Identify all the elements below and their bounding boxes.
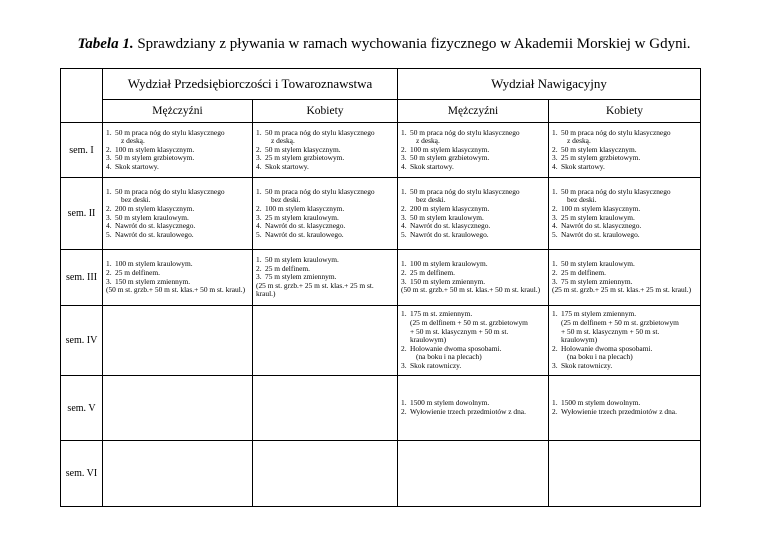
item-text: 175 m stylem zmiennym. [561, 309, 637, 319]
item-text: 50 m praca nóg do stylu klasycznego [410, 186, 520, 196]
item-note: (50 m st. grzb.+ 50 m st. klas.+ 50 m st. kraul.) [401, 285, 541, 295]
item-text: 50 m praca nóg do stylu klasycznego [115, 127, 225, 137]
table-row [61, 123, 701, 178]
item-number: 2. [401, 407, 407, 416]
test-item [552, 345, 697, 362]
test-cell [253, 376, 398, 441]
test-item [401, 231, 545, 240]
test-item [401, 345, 545, 362]
test-cell [103, 250, 253, 306]
item-number: 3. [552, 276, 558, 286]
item-continuation: z deską. [416, 136, 440, 146]
item-continuation: z deską. [121, 136, 145, 146]
test-cell [398, 178, 549, 250]
item-number: 1. [401, 259, 407, 269]
item-text: 50 m stylem klasycznym. [561, 144, 637, 154]
item-number: 4. [106, 161, 112, 171]
item-text: 50 m stylem kraulowym. [561, 259, 635, 269]
item-text: 25 m stylem kraulowym. [561, 212, 635, 222]
semester-label: sem. VI [61, 441, 103, 507]
item-number: 1. [401, 186, 407, 196]
test-item [401, 310, 545, 344]
test-cell [549, 441, 701, 507]
test-cell [103, 441, 253, 507]
item-number: 4. [256, 161, 262, 171]
item-number: 1. [552, 127, 558, 137]
test-cell [253, 250, 398, 306]
test-cell [253, 123, 398, 178]
item-number: 3. [552, 153, 558, 163]
item-text: 50 m praca nóg do stylu klasycznego [561, 127, 671, 137]
semester-label: sem. II [61, 178, 103, 250]
test-cell [398, 123, 549, 178]
test-item [552, 188, 697, 205]
test-cell [549, 306, 701, 376]
item-number: 4. [256, 221, 262, 231]
item-continuation: bez deski. [567, 195, 597, 205]
faculty-header: Wydział Przedsiębiorczości i Towaroznawstwa [103, 69, 398, 100]
item-text: Nawrót do st. kraulowego. [265, 229, 344, 239]
item-text: 25 m stylem kraulowym. [265, 212, 339, 222]
test-cell [398, 441, 549, 507]
gender-header: Mężczyźni [398, 100, 549, 123]
item-number: 3. [401, 276, 407, 286]
semester-label: sem. I [61, 123, 103, 178]
item-text: Skok startowy. [265, 161, 309, 171]
item-detail-line: + 50 m st. klasycznym + 50 m st. kraulowym) [410, 326, 509, 345]
item-text: 150 m stylem zmiennym. [115, 276, 191, 286]
item-number: 1. [552, 259, 558, 269]
item-number: 5. [256, 229, 262, 239]
item-number: 4. [552, 221, 558, 231]
corner-cell [61, 69, 103, 123]
item-number: 3. [106, 212, 112, 222]
test-item [552, 163, 697, 172]
item-continuation: z deską. [567, 136, 591, 146]
item-number: 4. [552, 161, 558, 171]
item-detail-line: + 50 m st. klasycznym + 50 m st. kraulowym) [561, 326, 660, 345]
gender-header: Mężczyźni [103, 100, 253, 123]
item-text: 175 m st. zmiennym. [410, 309, 473, 319]
test-item [256, 129, 394, 146]
item-number: 5. [552, 229, 558, 239]
test-item [256, 188, 394, 205]
test-item [256, 231, 394, 240]
test-item [256, 163, 394, 172]
item-text: 25 m stylem grzbietowym. [561, 153, 641, 163]
item-note: (50 m st. grzb.+ 50 m st. klas.+ 50 m st. kraul.) [106, 285, 246, 295]
item-text: 100 m stylem klasycznym. [561, 203, 641, 213]
item-text: Nawrót do st. klasycznego. [561, 221, 642, 231]
test-item [552, 362, 697, 371]
item-number: 3. [401, 360, 407, 370]
item-detail-line: (25 m delfinem + 50 m st. grzbietowym [561, 318, 679, 328]
item-number: 1. [256, 127, 262, 137]
test-item [401, 188, 545, 205]
item-number: 1. [106, 186, 112, 196]
item-text: Skok startowy. [561, 161, 605, 171]
item-note: (25 m st. grzb.+ 25 m st. klas.+ 25 m st. kraul.) [552, 285, 692, 295]
item-number: 2. [401, 203, 407, 213]
item-number: 2. [256, 263, 262, 273]
test-cell [549, 250, 701, 306]
table-row [61, 376, 701, 441]
item-number: 3. [256, 153, 262, 163]
table-number: Tabela 1. [77, 36, 134, 52]
item-text: 100 m stylem klasycznym. [410, 144, 490, 154]
item-text: 50 m praca nóg do stylu klasycznego [561, 186, 671, 196]
item-number: 1. [552, 398, 558, 408]
item-number: 2. [256, 203, 262, 213]
item-number: 2. [552, 203, 558, 213]
gender-header: Kobiety [549, 100, 701, 123]
item-text: 25 m delfinem. [561, 267, 606, 277]
test-item [401, 129, 545, 146]
item-number: 2. [401, 267, 407, 277]
item-number: 1. [552, 186, 558, 196]
item-text: 200 m stylem klasycznym. [410, 203, 490, 213]
test-cell [549, 123, 701, 178]
item-number: 1. [401, 127, 407, 137]
item-number: 2. [401, 144, 407, 154]
test-item [552, 408, 697, 417]
item-number: 3. [256, 272, 262, 282]
item-number: 4. [401, 161, 407, 171]
item-text: 50 m stylem kraulowym. [410, 212, 484, 222]
item-text: Wyłowienie trzech przedmiotów z dna. [561, 407, 677, 416]
item-number: 2. [106, 267, 112, 277]
test-item [401, 362, 545, 371]
item-text: Nawrót do st. kraulowego. [410, 229, 489, 239]
item-number: 3. [106, 153, 112, 163]
table-caption [0, 36, 768, 53]
test-item [106, 129, 249, 146]
item-text: 25 m delfinem. [410, 267, 455, 277]
test-item [401, 163, 545, 172]
item-text: 50 m stylem klasycznym. [265, 144, 341, 154]
item-text: Skok ratowniczy. [410, 360, 462, 370]
table-title: Sprawdziany z pływania w ramach wychowania fizycznego w Akademii Morskiej w Gdyni. [137, 36, 691, 52]
item-text: 25 m stylem grzbietowym. [265, 153, 345, 163]
test-item [552, 310, 697, 344]
item-text: 100 m stylem kraulowym. [115, 259, 193, 269]
faculty-header: Wydział Nawigacyjny [398, 69, 701, 100]
test-cell [549, 376, 701, 441]
item-number: 2. [552, 267, 558, 277]
item-text: 75 m stylem zmiennym. [265, 272, 337, 282]
gender-header: Kobiety [253, 100, 398, 123]
item-continuation: bez deski. [271, 195, 301, 205]
item-number: 2. [401, 343, 407, 353]
table-row [61, 250, 701, 306]
item-text: 200 m stylem klasycznym. [115, 203, 195, 213]
item-number: 3. [552, 360, 558, 370]
item-number: 3. [106, 276, 112, 286]
item-text: 50 m praca nóg do stylu klasycznego [265, 127, 375, 137]
item-number: 1. [552, 309, 558, 319]
item-number: 1. [401, 398, 407, 408]
item-number: 1. [106, 259, 112, 269]
item-continuation: z deską. [271, 136, 295, 146]
item-text: Holowanie dwoma sposobami. [410, 343, 502, 353]
item-text: Skok startowy. [410, 161, 454, 171]
item-text: 100 m stylem kraulowym. [410, 259, 488, 269]
test-cell [398, 306, 549, 376]
item-number: 3. [256, 212, 262, 222]
item-text: 50 m stylem grzbietowym. [115, 153, 195, 163]
test-cell [103, 123, 253, 178]
test-item [401, 408, 545, 417]
item-text: 50 m praca nóg do stylu klasycznego [265, 186, 375, 196]
item-text: 100 m stylem klasycznym. [265, 203, 345, 213]
semester-label: sem. IV [61, 306, 103, 376]
item-text: Wyłowienie trzech przedmiotów z dna. [410, 407, 526, 416]
item-text: 100 m stylem klasycznym. [115, 144, 195, 154]
table-row [61, 441, 701, 507]
item-continuation: bez deski. [121, 195, 151, 205]
table-row [61, 306, 701, 376]
test-item [106, 231, 249, 240]
test-item [106, 163, 249, 172]
item-number: 2. [106, 203, 112, 213]
item-number: 2. [106, 144, 112, 154]
item-text: 50 m stylem grzbietowym. [410, 153, 490, 163]
test-cell [398, 376, 549, 441]
item-number: 1. [256, 255, 262, 265]
item-text: Skok ratowniczy. [561, 360, 613, 370]
test-cell [103, 376, 253, 441]
item-text: 1500 m stylem dowolnym. [410, 398, 490, 408]
item-text: Nawrót do st. klasycznego. [115, 221, 196, 231]
item-number: 2. [256, 144, 262, 154]
item-text: 150 m stylem zmiennym. [410, 276, 486, 286]
item-text: 50 m stylem kraulowym. [265, 255, 339, 265]
table-row [61, 178, 701, 250]
item-detail-line: (na boku i na plecach) [567, 352, 633, 362]
item-text: 75 m stylem zmiennym. [561, 276, 633, 286]
semester-label: sem. V [61, 376, 103, 441]
item-number: 1. [106, 127, 112, 137]
item-number: 4. [106, 221, 112, 231]
item-text: Skok startowy. [115, 161, 159, 171]
item-text: 50 m praca nóg do stylu klasycznego [115, 186, 225, 196]
item-text: Nawrót do st. klasycznego. [265, 221, 346, 231]
semester-label: sem. III [61, 250, 103, 306]
test-item [552, 231, 697, 240]
item-number: 2. [552, 407, 558, 416]
item-number: 3. [401, 153, 407, 163]
item-text: Nawrót do st. kraulowego. [115, 229, 194, 239]
item-number: 2. [552, 144, 558, 154]
item-number: 3. [401, 212, 407, 222]
item-text: 50 m praca nóg do stylu klasycznego [410, 127, 520, 137]
item-number: 3. [552, 212, 558, 222]
item-detail-line: (25 m delfinem + 50 m st. grzbietowym [410, 318, 528, 328]
test-cell [549, 178, 701, 250]
item-text: 25 m delfinem. [265, 263, 310, 273]
test-cell [398, 250, 549, 306]
item-text: 50 m stylem kraulowym. [115, 212, 189, 222]
test-cell [103, 306, 253, 376]
item-number: 5. [401, 229, 407, 239]
item-continuation: bez deski. [416, 195, 446, 205]
test-item [552, 129, 697, 146]
item-number: 4. [401, 221, 407, 231]
item-number: 2. [552, 343, 558, 353]
test-cell [253, 178, 398, 250]
item-detail-line: (na boku i na plecach) [416, 352, 482, 362]
item-text: 1500 m stylem dowolnym. [561, 398, 641, 408]
item-text: Nawrót do st. kraulowego. [561, 229, 640, 239]
item-text: Holowanie dwoma sposobami. [561, 343, 653, 353]
test-cell [253, 306, 398, 376]
item-text: 25 m delfinem. [115, 267, 160, 277]
item-number: 1. [256, 186, 262, 196]
test-cell [103, 178, 253, 250]
item-number: 1. [401, 309, 407, 319]
swimming-tests-table [60, 68, 701, 507]
item-number: 5. [106, 229, 112, 239]
test-item [106, 188, 249, 205]
item-text: Nawrót do st. klasycznego. [410, 221, 491, 231]
item-note: (25 m st. grzb.+ 25 m st. klas.+ 25 m st. kraul.) [256, 280, 374, 299]
test-cell [253, 441, 398, 507]
